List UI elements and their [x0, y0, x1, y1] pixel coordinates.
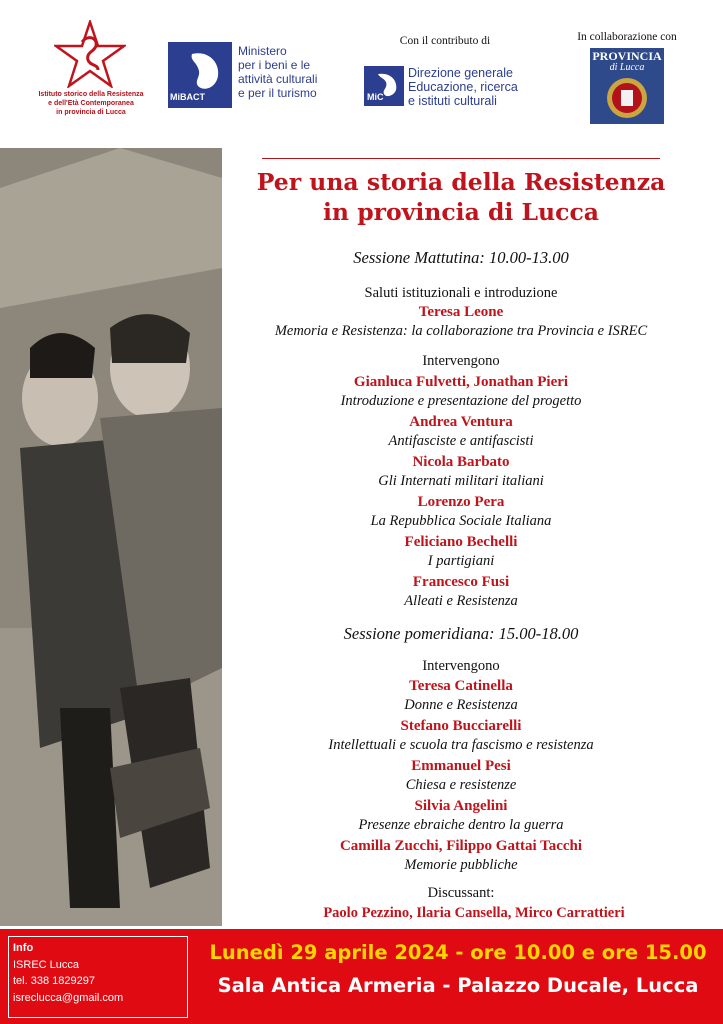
mic-logo-text: MiC: [367, 92, 384, 102]
afternoon-speaker: Stefano Bucciarelli: [400, 718, 522, 734]
contrib-label: Con il contributo di: [399, 35, 491, 47]
info-phone: tel. 338 1829297: [13, 975, 95, 987]
morning-speaker: Andrea Ventura: [409, 414, 513, 430]
morning-topic: Gli Internati militari italiani: [378, 473, 544, 489]
mibac-line: Ministero: [238, 44, 287, 58]
info-org: ISREC Lucca: [13, 959, 80, 971]
provincia-title: PROVINCIA: [592, 49, 662, 63]
morning-session-heading: Sessione Mattutina: 10.00-13.00: [353, 248, 569, 267]
afternoon-topic: Memorie pubbliche: [404, 857, 518, 873]
isrec-line: in provincia di Lucca: [56, 109, 126, 116]
morning-speaker: Francesco Fusi: [412, 574, 510, 590]
intro-topic: Memoria e Resistenza: la collaborazione tra Provincia e ISREC: [274, 323, 648, 339]
isrec-line: Istituto storico della Resistenza: [38, 91, 144, 98]
mibac-name: [238, 44, 358, 100]
title-divider: [262, 158, 660, 159]
event-venue: Sala Antica Armeria - Palazzo Ducale, Lucca: [217, 974, 699, 997]
title-line: in provincia di Lucca: [323, 198, 599, 226]
morning-topic: Antifasciste e antifascisti: [388, 433, 534, 449]
isrec-line: e dell'Età Contemporanea: [48, 100, 134, 107]
mic-line: Educazione, ricerca: [408, 80, 518, 94]
mibac-line: e per il turismo: [238, 86, 317, 100]
morning-speaker: Feliciano Bechelli: [404, 534, 518, 550]
discussant-label: Discussant:: [427, 885, 495, 901]
mic-line: Direzione generale: [408, 66, 513, 80]
afternoon-topic: Chiesa e resistenze: [405, 777, 517, 793]
afternoon-topic: Intellettuali e scuola tra fascismo e resistenza: [328, 737, 594, 753]
event-date-time: Lunedì 29 aprile 2024 - ore 10.00 e ore 15.00: [209, 941, 707, 964]
mic-logo: [364, 66, 404, 106]
discussants: Paolo Pezzino, Ilaria Cansella, Mirco Carrattieri: [323, 905, 625, 921]
mibac-line: per i beni e le: [238, 58, 311, 72]
afternoon-speaker: Camilla Zucchi, Filippo Gattai Tacchi: [339, 838, 583, 854]
info-title: Info: [13, 942, 34, 954]
provincia-subtitle: di Lucca: [609, 62, 645, 73]
intro-speaker: Teresa Leone: [418, 304, 504, 320]
afternoon-speakers-label: Intervengono: [422, 658, 500, 674]
morning-speaker: Gianluca Fulvetti, Jonathan Pieri: [353, 374, 569, 390]
afternoon-topic: Presenze ebraiche dentro la guerra: [358, 817, 564, 833]
isrec-name: [30, 90, 152, 117]
morning-speakers-label: Intervengono: [422, 353, 500, 369]
afternoon-speaker: Teresa Catinella: [409, 678, 513, 694]
afternoon-topic: Donne e Resistenza: [404, 697, 518, 713]
mibac-logo-text: MiBACT: [170, 92, 205, 102]
event-title: [224, 167, 698, 227]
mic-line: e istituti culturali: [408, 94, 497, 108]
morning-topic: I partigiani: [427, 553, 495, 569]
morning-speaker: Lorenzo Pera: [417, 494, 505, 510]
intro-label: Saluti istituzionali e introduzione: [364, 285, 558, 301]
morning-topic: Alleati e Resistenza: [404, 593, 518, 609]
afternoon-speaker: Silvia Angelini: [414, 798, 508, 814]
collab-label: In collaborazione con: [577, 31, 677, 43]
morning-topic: La Repubblica Sociale Italiana: [370, 513, 552, 529]
historical-photo: [0, 148, 222, 926]
afternoon-speaker: Emmanuel Pesi: [411, 758, 511, 774]
title-line: Per una storia della Resistenza: [256, 168, 666, 196]
photo-figures-icon: [0, 148, 222, 926]
afternoon-session-heading: Sessione pomeridiana: 15.00-18.00: [343, 624, 579, 643]
morning-speaker: Nicola Barbato: [412, 454, 510, 470]
info-email[interactable]: isreclucca@gmail.com: [13, 992, 124, 1004]
isrec-star-logo-icon: [54, 20, 126, 88]
mibac-line: attività culturali: [238, 72, 318, 86]
mibac-logo: [168, 42, 232, 108]
morning-topic: Introduzione e presentazione del progetto: [340, 393, 582, 409]
mic-name: [408, 66, 548, 108]
